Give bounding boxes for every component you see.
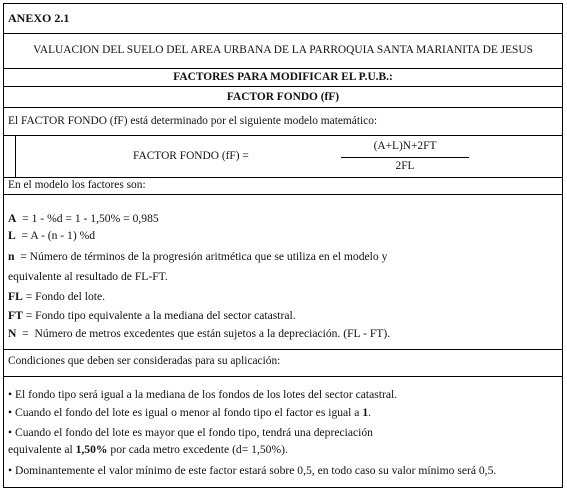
definition-n: [8, 250, 387, 263]
main-title-row: [4, 33, 562, 68]
definition-ft: [8, 309, 296, 322]
formula-row: [4, 135, 562, 177]
definition-nn: [8, 327, 390, 340]
definition-fl-key: FL: [8, 290, 23, 303]
definition-fl-text: = Fondo del lote.: [22, 290, 106, 303]
section-heading-row: [4, 68, 562, 86]
model-intro: En el modelo los factores son:: [8, 179, 146, 191]
condition-4: • Dominantemente el valor mínimo de este factor estará sobre 0,5, en todo caso su valor mínimo será 0,5.: [8, 464, 497, 477]
main-title: VALUACION DEL SUELO DEL AREA URBANA DE LA PARROQUIA SANTA MARIANITA DE JESUS: [33, 44, 533, 56]
formula-left-rule: [15, 136, 16, 177]
condition-3: • Cuando el fondo del lote es mayor que el fondo tipo, tendrá una depreciación: [8, 426, 373, 439]
definition-ft-text: = Fondo tipo equivalente a la mediana del sector catastral.: [22, 309, 296, 322]
condition-2: [8, 406, 371, 419]
conditions-heading: Condiciones que deben ser consideradas para su aplicación:: [8, 355, 281, 367]
fraction-bar: [341, 157, 469, 158]
condition-3-text: equivalente al: [8, 443, 76, 456]
factor-heading-row: [4, 86, 562, 107]
condition-3-bold: 1,50%: [75, 443, 108, 456]
definition-fl: [8, 290, 105, 303]
section-heading: FACTORES PARA MODIFICAR EL P.U.B.:: [173, 71, 393, 83]
formula-numerator: (A+L)N+2FT: [373, 140, 437, 152]
definition-n-continued: equivalente al resultado de FL-FT.: [8, 270, 168, 283]
definitions-block: [4, 194, 562, 349]
definition-a-key: A: [8, 212, 17, 225]
annex-title-row: [4, 4, 562, 33]
annex-title: ANEXO 2.1: [8, 11, 70, 25]
intro-row: [4, 107, 562, 135]
condition-2-end: .: [368, 406, 372, 419]
condition-2-bold: 1: [362, 406, 369, 419]
definition-ft-key: FT: [8, 309, 23, 322]
definition-n-text: = Número de términos de la progresión aritmética que se utiliza en el modelo y: [14, 250, 388, 263]
condition-3-end: por cada metro excedente (d= 1,50%).: [107, 443, 288, 456]
definition-a-text: = 1 - %d = 1 - 1,50% = 0,985: [16, 212, 159, 225]
formula-denominator: 2FL: [395, 160, 415, 172]
definition-l-key: L: [8, 229, 16, 242]
definition-n-key: n: [8, 250, 15, 263]
definition-nn-key: N: [8, 327, 17, 340]
definition-nn-text: = Número de metros excedentes que están sujetos a la depreciación. (FL - FT).: [16, 327, 391, 340]
condition-1: • El fondo tipo será igual a la mediana de los fondos de los lotes del sector catastral.: [8, 388, 398, 401]
definition-l-text: = A - (n - 1) %d: [15, 229, 96, 242]
condition-3-continued: [8, 443, 288, 456]
annex-document: [3, 3, 563, 488]
model-intro-row: [4, 177, 562, 194]
conditions-heading-row: [4, 349, 562, 376]
definition-a: [8, 212, 159, 225]
conditions-block: [4, 376, 562, 487]
condition-2-text: • Cuando el fondo del lote es igual o menor al fondo tipo el factor es igual a: [8, 406, 363, 419]
formula-label: FACTOR FONDO (fF) =: [133, 150, 249, 162]
factor-heading: FACTOR FONDO (fF): [226, 91, 340, 103]
definition-l: [8, 229, 95, 242]
intro-text: El FACTOR FONDO (fF) está determinado por el siguiente modelo matemático:: [8, 115, 378, 127]
